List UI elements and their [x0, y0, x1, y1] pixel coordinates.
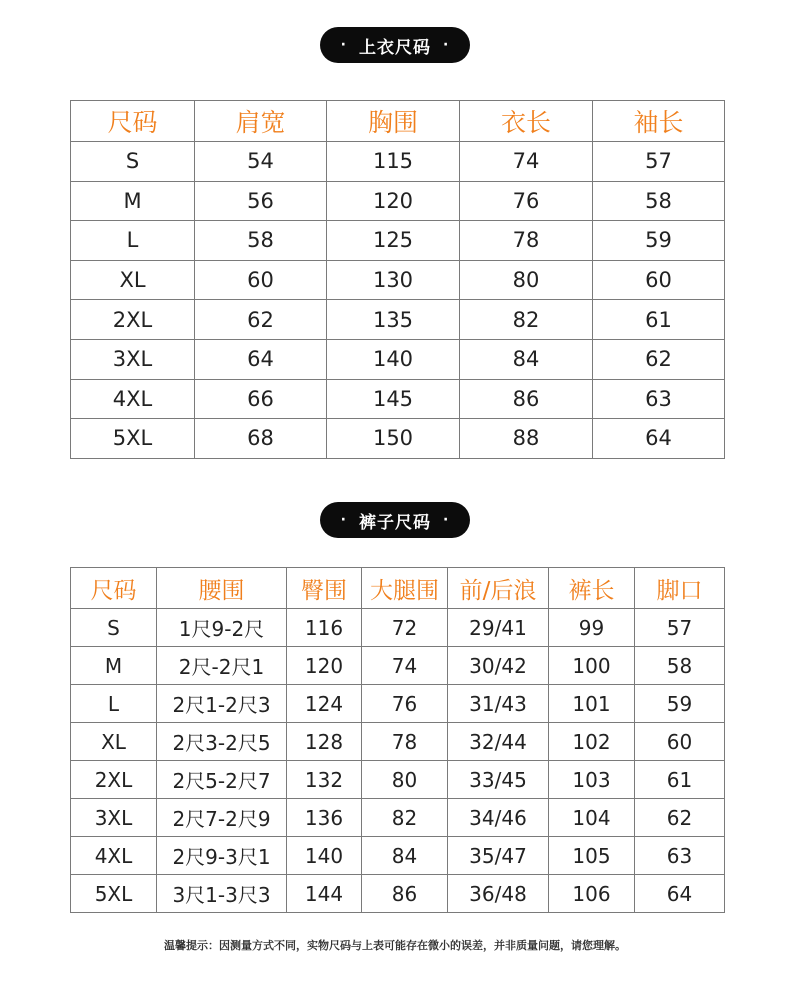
table-cell: 64 — [593, 419, 725, 459]
table-cell: 54 — [195, 142, 327, 182]
table-cell: 36/48 — [448, 875, 549, 913]
top-table-row — [71, 260, 725, 300]
bottom-section-title-pill — [320, 502, 470, 538]
table-cell: 128 — [287, 723, 362, 761]
table-cell: 2尺3-2尺5 — [157, 723, 287, 761]
table-cell: 76 — [362, 685, 448, 723]
table-cell: 66 — [195, 379, 327, 419]
size-label-cell: 3XL — [71, 339, 195, 379]
table-cell: 2尺9-3尺1 — [157, 837, 287, 875]
table-cell: 115 — [327, 142, 460, 182]
table-cell: 78 — [460, 221, 593, 261]
size-label-cell: M — [71, 647, 157, 685]
title-dot-right: · — [443, 512, 450, 528]
table-cell: 61 — [593, 300, 725, 340]
table-cell: 31/43 — [448, 685, 549, 723]
table-cell: 106 — [549, 875, 635, 913]
size-label-cell: 4XL — [71, 379, 195, 419]
table-cell: 58 — [593, 181, 725, 221]
table-cell: 3尺1-3尺3 — [157, 875, 287, 913]
table-cell: 102 — [549, 723, 635, 761]
top-table-row — [71, 221, 725, 261]
table-cell: 33/45 — [448, 761, 549, 799]
table-cell: 74 — [460, 142, 593, 182]
top-header-shoulder: 肩宽 — [195, 101, 327, 142]
table-cell: 100 — [549, 647, 635, 685]
size-label-cell: XL — [71, 260, 195, 300]
size-label-cell: M — [71, 181, 195, 221]
size-label-cell: 3XL — [71, 799, 157, 837]
top-table-row — [71, 339, 725, 379]
table-cell: 144 — [287, 875, 362, 913]
table-cell: 125 — [327, 221, 460, 261]
top-section-title: 上衣尺码 — [359, 37, 431, 58]
table-cell: 88 — [460, 419, 593, 459]
table-cell: 86 — [362, 875, 448, 913]
table-cell: 32/44 — [448, 723, 549, 761]
table-cell: 59 — [593, 221, 725, 261]
table-cell: 104 — [549, 799, 635, 837]
table-cell: 150 — [327, 419, 460, 459]
size-label-cell: S — [71, 609, 157, 647]
bottom-header-thigh: 大腿围 — [362, 568, 448, 609]
table-cell: 30/42 — [448, 647, 549, 685]
table-cell: 60 — [593, 260, 725, 300]
table-cell: 2尺5-2尺7 — [157, 761, 287, 799]
top-header-size: 尺码 — [71, 101, 195, 142]
title-dot-right: · — [443, 37, 450, 53]
table-cell: 120 — [327, 181, 460, 221]
table-cell: 59 — [635, 685, 725, 723]
title-dot-left: · — [340, 512, 347, 528]
size-label-cell: L — [71, 221, 195, 261]
top-table-row — [71, 300, 725, 340]
table-cell: 82 — [460, 300, 593, 340]
top-table-row — [71, 142, 725, 182]
table-cell: 99 — [549, 609, 635, 647]
table-cell: 101 — [549, 685, 635, 723]
size-label-cell: 2XL — [71, 300, 195, 340]
size-label-cell: 2XL — [71, 761, 157, 799]
bottom-size-table — [70, 567, 725, 913]
table-cell: 105 — [549, 837, 635, 875]
bottom-table-header-row — [71, 568, 725, 609]
table-cell: 58 — [635, 647, 725, 685]
table-cell: 1尺9-2尺 — [157, 609, 287, 647]
table-cell: 2尺7-2尺9 — [157, 799, 287, 837]
bottom-header-rise: 前/后浪 — [448, 568, 549, 609]
table-cell: 58 — [195, 221, 327, 261]
table-cell: 68 — [195, 419, 327, 459]
table-cell: 120 — [287, 647, 362, 685]
table-cell: 57 — [593, 142, 725, 182]
bottom-header-length: 裤长 — [549, 568, 635, 609]
table-cell: 80 — [460, 260, 593, 300]
table-cell: 86 — [460, 379, 593, 419]
bottom-header-waist: 腰围 — [157, 568, 287, 609]
table-cell: 132 — [287, 761, 362, 799]
table-cell: 63 — [635, 837, 725, 875]
size-label-cell: 5XL — [71, 419, 195, 459]
table-cell: 61 — [635, 761, 725, 799]
table-cell: 140 — [327, 339, 460, 379]
table-cell: 116 — [287, 609, 362, 647]
top-table-header-row — [71, 101, 725, 142]
bottom-table-row — [71, 647, 725, 685]
size-label-cell: L — [71, 685, 157, 723]
bottom-table-row — [71, 685, 725, 723]
bottom-header-hip: 臀围 — [287, 568, 362, 609]
bottom-header-size: 尺码 — [71, 568, 157, 609]
top-size-table — [70, 100, 725, 459]
table-cell: 130 — [327, 260, 460, 300]
table-cell: 64 — [635, 875, 725, 913]
bottom-table-row — [71, 723, 725, 761]
top-table-row — [71, 181, 725, 221]
size-label-cell: 4XL — [71, 837, 157, 875]
table-cell: 78 — [362, 723, 448, 761]
table-cell: 140 — [287, 837, 362, 875]
table-cell: 124 — [287, 685, 362, 723]
table-cell: 76 — [460, 181, 593, 221]
table-cell: 34/46 — [448, 799, 549, 837]
top-table-row — [71, 379, 725, 419]
table-cell: 64 — [195, 339, 327, 379]
bottom-table-row — [71, 761, 725, 799]
table-cell: 84 — [460, 339, 593, 379]
table-cell: 145 — [327, 379, 460, 419]
table-cell: 74 — [362, 647, 448, 685]
table-cell: 82 — [362, 799, 448, 837]
bottom-table-row — [71, 799, 725, 837]
table-cell: 2尺1-2尺3 — [157, 685, 287, 723]
top-table-row — [71, 419, 725, 459]
table-cell: 84 — [362, 837, 448, 875]
table-cell: 35/47 — [448, 837, 549, 875]
top-section-title-pill — [320, 27, 470, 63]
bottom-table-row — [71, 609, 725, 647]
table-cell: 63 — [593, 379, 725, 419]
table-cell: 103 — [549, 761, 635, 799]
size-note: 温馨提示：因测量方式不同，实物尺码与上表可能存在微小的误差，并非质量问题，请您理解。 — [164, 939, 626, 952]
table-cell: 135 — [327, 300, 460, 340]
table-cell: 80 — [362, 761, 448, 799]
top-header-length: 衣长 — [460, 101, 593, 142]
table-cell: 60 — [195, 260, 327, 300]
size-label-cell: S — [71, 142, 195, 182]
table-cell: 62 — [593, 339, 725, 379]
table-cell: 136 — [287, 799, 362, 837]
top-header-sleeve: 袖长 — [593, 101, 725, 142]
size-label-cell: 5XL — [71, 875, 157, 913]
bottom-header-hem: 脚口 — [635, 568, 725, 609]
table-cell: 57 — [635, 609, 725, 647]
table-cell: 62 — [195, 300, 327, 340]
table-cell: 62 — [635, 799, 725, 837]
table-cell: 56 — [195, 181, 327, 221]
table-cell: 2尺-2尺1 — [157, 647, 287, 685]
top-header-chest: 胸围 — [327, 101, 460, 142]
bottom-table-row — [71, 875, 725, 913]
title-dot-left: · — [340, 37, 347, 53]
size-label-cell: XL — [71, 723, 157, 761]
table-cell: 60 — [635, 723, 725, 761]
bottom-section-title: 裤子尺码 — [359, 512, 431, 533]
table-cell: 72 — [362, 609, 448, 647]
table-cell: 29/41 — [448, 609, 549, 647]
bottom-table-row — [71, 837, 725, 875]
